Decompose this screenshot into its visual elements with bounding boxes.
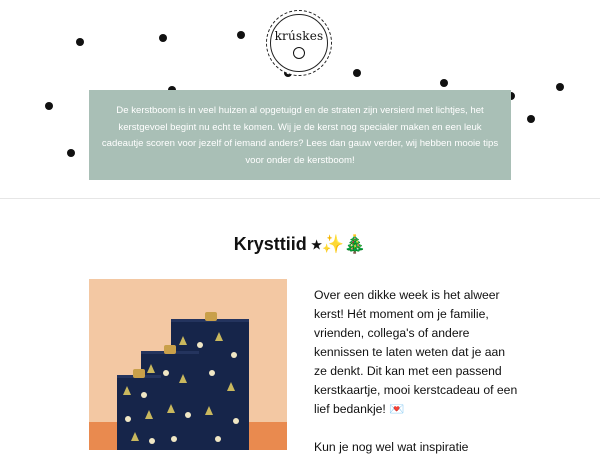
bag-clip (164, 345, 176, 354)
confetti-dot (527, 115, 535, 123)
logo-swirl-icon (293, 47, 305, 59)
intro-banner: De kerstboom is in veel huizen al opgetuigd en de straten zijn versierd met lichtjes, het kerstgevoel begint nu echt te komen. Wij je de kerst nog specialer maken en een leuk cadeautje scoren voor jezelf of iemand anders? Lees dan gauw verder, wij hebben mooie tips voor onder de kerstboom! (89, 90, 511, 180)
section-title: Krysttiid ⭑✨🎄 (233, 234, 367, 254)
confetti-dot (237, 31, 245, 39)
confetti-dot (159, 34, 167, 42)
confetti-dot (67, 149, 75, 157)
section-body (314, 286, 520, 476)
logo-text: krúskes (274, 29, 324, 43)
logo-inner-ring (270, 14, 328, 72)
confetti-dot (353, 69, 361, 77)
email-header (0, 0, 600, 198)
bag-clip (205, 312, 217, 321)
kruskes-logo[interactable] (266, 10, 332, 76)
confetti-dot (45, 102, 53, 110)
body-paragraph: Kun je nog wel wat inspiratie (314, 440, 469, 454)
confetti-dot (440, 79, 448, 87)
section-divider (0, 198, 600, 199)
gift-bags-photo[interactable] (89, 279, 287, 450)
body-paragraph: Over een dikke week is het alweer kerst! Hét moment om je familie, vrienden, collega's of andere kennissen te laten weten dat je aan ze denkt. Dit kan met een passend kerstkaartje, mooi kerstcadeau of een lief bedankje! 💌 (314, 288, 518, 416)
gift-bag (117, 375, 161, 450)
bag-clip (133, 369, 145, 378)
confetti-dot (76, 38, 84, 46)
confetti-dot (556, 83, 564, 91)
